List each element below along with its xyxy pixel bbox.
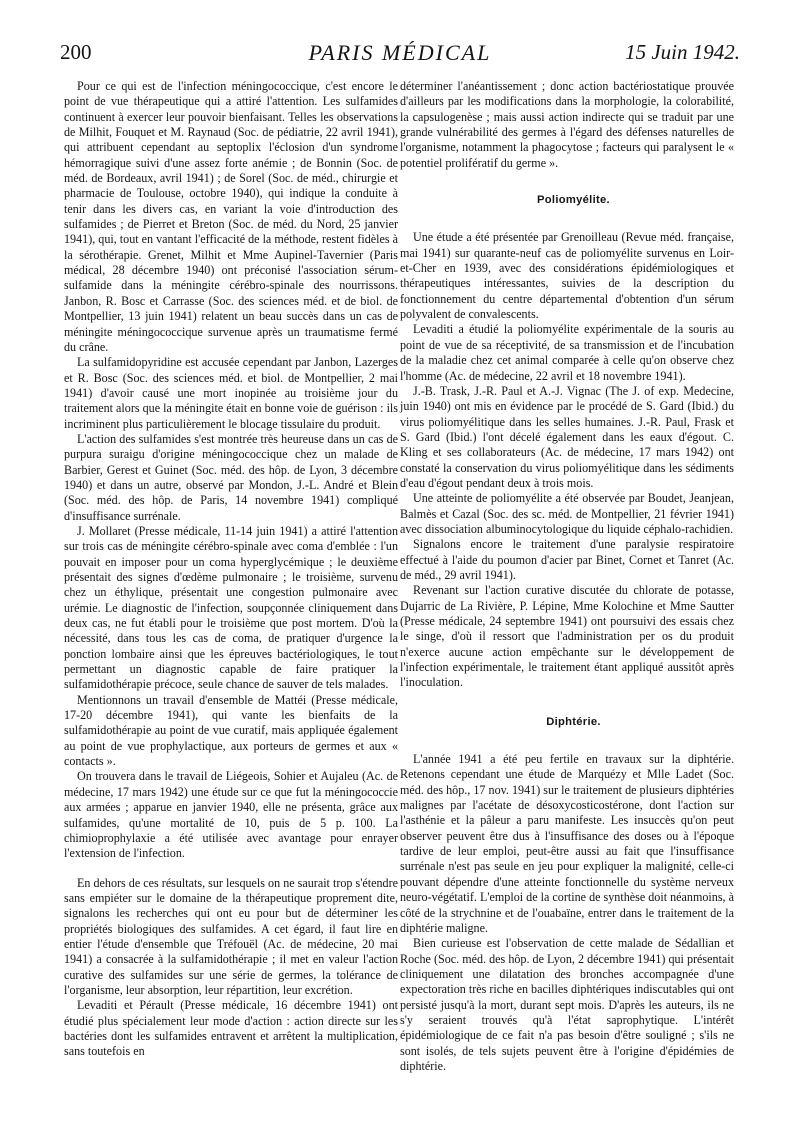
paragraph: déterminer l'anéantissement ; donc action bactériostatique prouvée d'ailleurs par les modifications dans la morphologie, la colorabilité, la capsulogenèse ; mais aussi action indirecte qui se traduit par une grande vulnérabilité des germes à l'égard des défenses naturelles de l'organisme, notamment la phagocytose ; facteurs qui paralysent le « potentiel prolifératif du germe ». (400, 79, 734, 170)
right-column (400, 79, 734, 1074)
paragraph: L'action des sulfamides s'est montrée très heureuse dans un cas de purpura suraigu d'origine méningococcique chez un malade de Barbier, Gerest et Guinet (Soc. méd. des hôp. de Lyon, 3 décembre 1940) et dans un autre, observé par Mondon, J.-L. André et Blein (Soc. méd. des hôp. de Paris, 14 novembre 1941) compliqué d'insuffisance surrénale. (64, 431, 398, 523)
section-heading-diphterie: Diphtérie. (546, 715, 601, 728)
paragraph: En dehors de ces résultats, sur lesquels on ne saurait trop s'étendre sans empiéter sur le domaine de la thérapeutique proprement dite, signalons les recherches qui ont eu pour but de déterminer les propriétés biologiques des sulfamides. A cet égard, il faut lire en entier l'étude d'ensemble que Tréfouël (Ac. de médecine, 20 mai 1941) a consacrée à la sulfamidothérapie ; il met en valeur l'action curative des sulfamides sur une série de germes, la tolérance de l'organisme, leur absorption, leur répartition, leur excrétion. (64, 875, 398, 997)
page-number: 200 (60, 40, 92, 64)
left-column (64, 79, 398, 1060)
paragraph: La sulfamidopyridine est accusée cependant par Janbon, Lazerges et R. Bosc (Soc. des sciences méd. et biol. de Montpellier, 2 mai 1941) d'avoir causé une mort inopinée au troisième jour du traitement alors que la méningite était en bonne voie de guérison : ils incriminent plus particulièrement le blocage tissulaire du produit. (64, 355, 398, 431)
journal-title: PARIS MÉDICAL (308, 40, 492, 65)
paragraph: Revenant sur l'action curative discutée du chlorate de potasse, Dujarric de La Rivière, P. Lépine, Mme Kolochine et Mme Sautter (Presse médicale, 24 septembre 1941) ont poursuivi des essais chez le singe, d'où il ressort que l'administration per os du produit n'exerce aucune action empêchante sur le développement de l'infection expérimentale, le traitement étant appliqué aussitôt après l'inoculation. (400, 583, 734, 690)
section-heading-poliomyelite: Poliomyélite. (537, 194, 610, 207)
paragraph: Mentionnons un travail d'ensemble de Mattéi (Presse médicale, 17-20 décembre 1941), qui vante les bienfaits de la sulfamidothérapie au point de vue curatif, mais appliquée également au point de vue prophylactique, aux porteurs de germes et aux « contacts ». (64, 692, 398, 769)
issue-date: 15 Juin 1942. (625, 40, 740, 64)
paragraph: Bien curieuse est l'observation de cette malade de Sédallian et Roche (Soc. méd. des hôp. de Lyon, 2 décembre 1941) qui présentait cliniquement une dilatation des bronches accompagnée d'une expectoration très riche en bacilles diphtériques indiscutables qui ont persisté jusqu'à la mort, durant sept mois. D'après les auteurs, ils ne s'y seraient trouvés qu'à l'état saprophytique. L'intérêt épidémiologique de ce fait n'a pas besoin d'être souligné ; s'ils ne sont isolés, de tels sujets peuvent être à l'origine d'épidémies de diphtérie. (400, 936, 734, 1073)
paragraph: L'année 1941 a été peu fertile en travaux sur la diphtérie. Retenons cependant une étude de Marquézy et Mlle Ladet (Soc. méd. des hôp., 17 nov. 1941) sur le traitement de plusieurs diphtéries malignes par l'acétate de désoxycosticostérone, dont l'action sur l'asthénie et la pâleur a paru manifeste. Les insuccès qu'on peut observer peuvent être dus à l'insuffisance des doses ou à l'époque tardive de leur emploi, peut-être aussi au fait que l'insuffisance surrénale n'est pas seule en jeu pour expliquer la malignité, celle-ci pouvant dépendre d'une atteinte fonctionnelle du système nerveux neuro-végétatif. L'emploi de la cortine de synthèse doit néanmoins, à côté de la strychnine et de l'ouabaïne, entrer dans le traitement de la diphtérie maligne. (400, 752, 734, 935)
page-header (60, 40, 740, 72)
paragraph: Signalons encore le traitement d'une paralysie respiratoire effectué à l'aide du poumon d'acier par Binet, Cornet et Tanret (Ac. de méd., 29 avril 1941). (400, 537, 734, 582)
paragraph: Levaditi et Pérault (Presse médicale, 16 décembre 1941) ont étudié plus spécialement leur mode d'action : action directe sur les bactéries dont les sulfamides entravent et arrêtent la multiplication, sans toutefois en (64, 998, 398, 1059)
paragraph: Une atteinte de poliomyélite a été observée par Boudet, Jeanjean, Balmès et Cazal (Soc. des sc. méd. de Montpellier, 21 février 1941) avec dissociation albuminocytologique du liquide céphalo-rachidien. (400, 491, 734, 536)
paragraph: Une étude a été présentée par Grenoilleau (Revue méd. française, mai 1941) sur quarante-neuf cas de poliomyélite survenus en Loir-et-Cher en 1939, avec des considérations épidémiologiques et thérapeutiques intéressantes, suivies de la description du fonctionnement du centre départemental d'obtention d'un sérum polyvalent de convalescents. (400, 230, 734, 322)
paragraph: Pour ce qui est de l'infection méningococcique, c'est encore le point de vue thérapeutique qui a attiré l'attention. Les sulfamides continuent à exercer leur pouvoir bienfaisant. Telles les observations de Milhit, Fouquet et M. Raynaud (Soc. de pédiatrie, 22 avril 1941), qui attribuent cependant au septoplix l'éclosion d'un syndrome hémorragique suivi d'une assez forte anémie ; de Bonnin (Soc. de méd. de Bordeaux, avril 1941) ; de Sorel (Soc. de méd., chirurgie et pharmacie de Toulouse, octobre 1940), qui indique la conduite à tenir dans les divers cas, en variant la voie d'introduction des sulfamides ; de Pierret et Breton (Soc. de méd. du Nord, 25 janvier 1941), qui, tout en vantant l'efficacité de la méthode, restent fidèles à la sérothérapie. Grenet, Milhit et Mme Aupinel-Tavernier (Paris médical, 28 décembre 1940) ont préconisé l'association sérum-sulfamide dans la méningite cérébro-spinale des nourrissons. Janbon, R. Bosc et Carrasse (Soc. des sciences méd. et de biol. de Montpellier, 13 juin 1941) relatent un beau succès dans un cas de méningite méningococcique survenue après un traumatisme fermé du crâne. (64, 79, 398, 354)
paragraph: Levaditi a étudié la poliomyélite expérimentale de la souris au point de vue de sa réceptivité, de sa transmission et de l'incubation de la maladie chez cet animal comparée à celle qu'on observe chez l'homme (Ac. de médecine, 22 avril et 18 novembre 1941). (400, 322, 734, 383)
paragraph: J. Mollaret (Presse médicale, 11-14 juin 1941) a attiré l'attention sur trois cas de méningite cérébro-spinale avec coma d'emblée : l'un pouvait en imposer pour un coma hyperglycémique ; le deuxième présentait des signes d'œdème pulmonaire ; le troisième, survenu chez un éthylique, présentait une congestion pulmonaire avec urémie. Le diagnostic de l'infection, soupçonnée cliniquement dans deux cas, ne fut établi pour le troisième que post mortem. D'où la nécessité, dans tous les cas de coma, de pratiquer d'urgence la ponction lombaire ainsi que les épreuves bactériologiques, le tout permettant un diagnostic capable de faire pratiquer la sulfamidothérapie précoce, seule chance de sauver de tels malades. (64, 523, 398, 692)
paragraph: On trouvera dans le travail de Liégeois, Sohier et Aujaleu (Ac. de médecine, 17 mars 1942) une étude sur ce que fut la méningococcie aux armées ; apparue en janvier 1940, elle ne présenta, grâce aux sulfamides, qu'une mortalité de 10, puis de 5 p. 100. La chimioprophylaxie a été utilisée avec avantage pour enrayer l'extension de l'infection. (64, 769, 398, 861)
paragraph: J.-B. Trask, J.-R. Paul et A.-J. Vignac (The J. of exp. Medecine, juin 1940) ont mis en évidence par le procédé de S. Gard (Ibid.) du virus poliomyélitique dans les selles humaines. J.-R. Paul, Frask et S. Gard (Ibid.) l'ont décelé également dans les eaux d'égout. C. Kling et ses collaborateurs (Ac. de médecine, 17 mars 1942) ont constaté la conservation du virus poliomyélitique dans les sédiments d'eau d'égout pendant deux à trois mois. (400, 383, 734, 490)
